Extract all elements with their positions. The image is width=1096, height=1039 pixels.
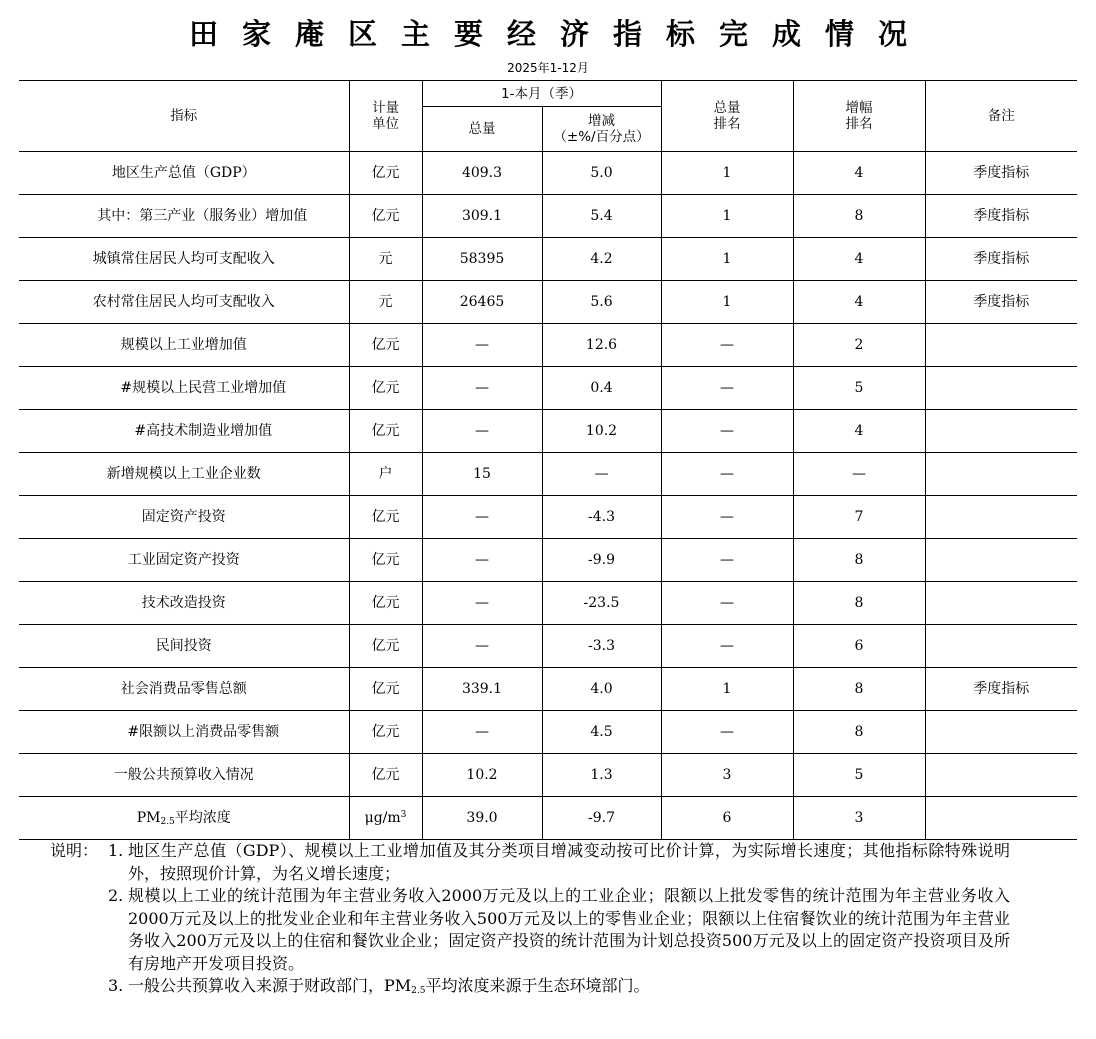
row-note: 季度指标 [925,152,1077,195]
row-total: — [422,625,542,668]
row-unit: 户 [349,453,422,496]
page-title: 田家庵区主要经济指标完成情况 [188,17,931,51]
table-row [19,195,1077,238]
row-total-rank: — [661,582,793,625]
table-row [19,453,1077,496]
row-growth-rank: 5 [793,367,925,410]
row-unit: 亿元 [349,496,422,539]
row-note: 季度指标 [925,238,1077,281]
row-growth-rank: 4 [793,152,925,195]
row-change: -4.3 [542,496,661,539]
row-growth-rank: 8 [793,539,925,582]
row-total-rank: 1 [661,152,793,195]
row-unit: 亿元 [349,324,422,367]
row-total-rank: — [661,410,793,453]
row-growth-rank: 7 [793,496,925,539]
header-total: 总量 [422,107,542,152]
row-total: 409.3 [422,152,542,195]
header-period: 1-本月（季） [422,81,661,107]
header-note: 备注 [925,81,1077,152]
row-total-rank: — [661,625,793,668]
row-name: 技术改造投资 [19,582,349,625]
row-total: 309.1 [422,195,542,238]
row-unit: 亿元 [349,410,422,453]
row-name: #高技术制造业增加值 [19,410,349,453]
row-unit: 亿元 [349,582,422,625]
row-name: 其中：第三产业（服务业）增加值 [19,195,349,238]
row-name: $PM_{2.5}$平均浓度 [19,797,349,840]
row-total: 58395 [422,238,542,281]
row-change: 1.3 [542,754,661,797]
row-name: 一般公共预算收入情况 [19,754,349,797]
row-change: 4.0 [542,668,661,711]
row-total-rank: 1 [661,238,793,281]
row-change: — [542,453,661,496]
row-unit: 亿元 [349,711,422,754]
table-row [19,238,1077,281]
row-change: -23.5 [542,582,661,625]
note-item: 3. 一般公共预算收入来源于财政部门，$PM_{2.5}$平均浓度来源于生态环境部门。 [108,976,650,996]
row-unit: 亿元 [349,539,422,582]
row-total: — [422,496,542,539]
table-row [19,281,1077,324]
row-total-rank: — [661,496,793,539]
row-note [925,453,1077,496]
row-note [925,754,1077,797]
row-growth-rank: 4 [793,281,925,324]
table-row [19,625,1077,668]
row-change: 5.6 [542,281,661,324]
row-growth-rank: — [793,453,925,496]
row-growth-rank: 8 [793,582,925,625]
header-unit: 计量 单位 [349,81,422,152]
row-total-rank: 1 [661,668,793,711]
row-total-rank: 1 [661,281,793,324]
row-note [925,625,1077,668]
table-row [19,152,1077,195]
row-name: 规模以上工业增加值 [19,324,349,367]
row-note [925,582,1077,625]
row-total: — [422,367,542,410]
row-total-rank: 3 [661,754,793,797]
row-growth-rank: 4 [793,410,925,453]
row-growth-rank: 8 [793,668,925,711]
row-total: — [422,539,542,582]
row-change: 12.6 [542,324,661,367]
row-growth-rank: 3 [793,797,925,840]
row-name: 地区生产总值（GDP） [19,152,349,195]
row-unit: $\mu g/m^3$ [349,797,422,840]
row-name: 农村常住居民人均可支配收入 [19,281,349,324]
row-total: — [422,711,542,754]
row-note [925,324,1077,367]
row-change: -9.7 [542,797,661,840]
row-growth-rank: 8 [793,195,925,238]
table-row [19,496,1077,539]
row-total: — [422,582,542,625]
row-total: 39.0 [422,797,542,840]
row-total-rank: — [661,711,793,754]
row-unit: 亿元 [349,195,422,238]
header-indicator: 指标 [19,81,349,152]
row-name: 新增规模以上工业企业数 [19,453,349,496]
notes-section [50,840,1010,998]
row-name: 工业固定资产投资 [19,539,349,582]
note-item: 1. 地区生产总值（GDP）、规模以上工业增加值及其分类项目增减变动按可比价计算，为实际增长速度；其他指标除特殊说明外，按照现价计算，为名义增长速度； [108,841,1010,883]
row-change: 4.2 [542,238,661,281]
row-total: 339.1 [422,668,542,711]
row-change: 10.2 [542,410,661,453]
table-row [19,754,1077,797]
row-total: 26465 [422,281,542,324]
row-unit: 亿元 [349,668,422,711]
row-name: 固定资产投资 [19,496,349,539]
row-total: 15 [422,453,542,496]
row-name: #限额以上消费品零售额 [19,711,349,754]
row-name: 社会消费品零售总额 [19,668,349,711]
table-row [19,324,1077,367]
header-change: 增减 （±%/百分点） [542,107,661,152]
row-note [925,410,1077,453]
row-change: 5.0 [542,152,661,195]
header-growth-rank: 增幅 排名 [793,81,925,152]
row-total-rank: — [661,324,793,367]
row-note [925,496,1077,539]
row-change: 0.4 [542,367,661,410]
row-unit: 元 [349,281,422,324]
row-change: -9.9 [542,539,661,582]
row-total: — [422,410,542,453]
row-unit: 亿元 [349,152,422,195]
row-note [925,797,1077,840]
row-note: 季度指标 [925,668,1077,711]
row-growth-rank: 6 [793,625,925,668]
row-change: 4.5 [542,711,661,754]
row-growth-rank: 8 [793,711,925,754]
indicators-table [19,80,1077,840]
row-change: -3.3 [542,625,661,668]
table-row [19,711,1077,754]
header-total-rank: 总量 排名 [661,81,793,152]
row-total-rank: 6 [661,797,793,840]
table-row [19,410,1077,453]
row-name: #规模以上民营工业增加值 [19,367,349,410]
row-total-rank: — [661,539,793,582]
notes-label: 说明： [50,841,99,860]
row-note: 季度指标 [925,281,1077,324]
row-growth-rank: 2 [793,324,925,367]
row-total-rank: 1 [661,195,793,238]
row-unit: 亿元 [349,754,422,797]
row-total: 10.2 [422,754,542,797]
row-unit: 亿元 [349,367,422,410]
period-subtitle: 2025年1-12月 [507,61,589,75]
row-note [925,539,1077,582]
row-note [925,367,1077,410]
note-item: 2. 规模以上工业的统计范围为年主营业务收入2000万元及以上的工业企业；限额以上批发零售的统计范围为年主营业务收入2000万元及以上的批发业企业和年主营业务收入500万元及以上的零售业企业；限额以上住宿餐饮业的统计范围为年主营业务收入200万元及以上的住宿和餐饮业企业；固定资产投资的统计范围为计划总投资500万元及以上的固定资产投资项目及所有房地产开发项目投资。 [108,886,1010,973]
row-unit: 元 [349,238,422,281]
row-total-rank: — [661,367,793,410]
row-change: 5.4 [542,195,661,238]
row-total: — [422,324,542,367]
table-row [19,668,1077,711]
table-row [19,539,1077,582]
row-growth-rank: 4 [793,238,925,281]
table-row [19,582,1077,625]
row-name: 城镇常住居民人均可支配收入 [19,238,349,281]
table-row [19,367,1077,410]
row-name: 民间投资 [19,625,349,668]
row-note: 季度指标 [925,195,1077,238]
table-row [19,797,1077,840]
row-note [925,711,1077,754]
row-unit: 亿元 [349,625,422,668]
row-total-rank: — [661,453,793,496]
row-growth-rank: 5 [793,754,925,797]
